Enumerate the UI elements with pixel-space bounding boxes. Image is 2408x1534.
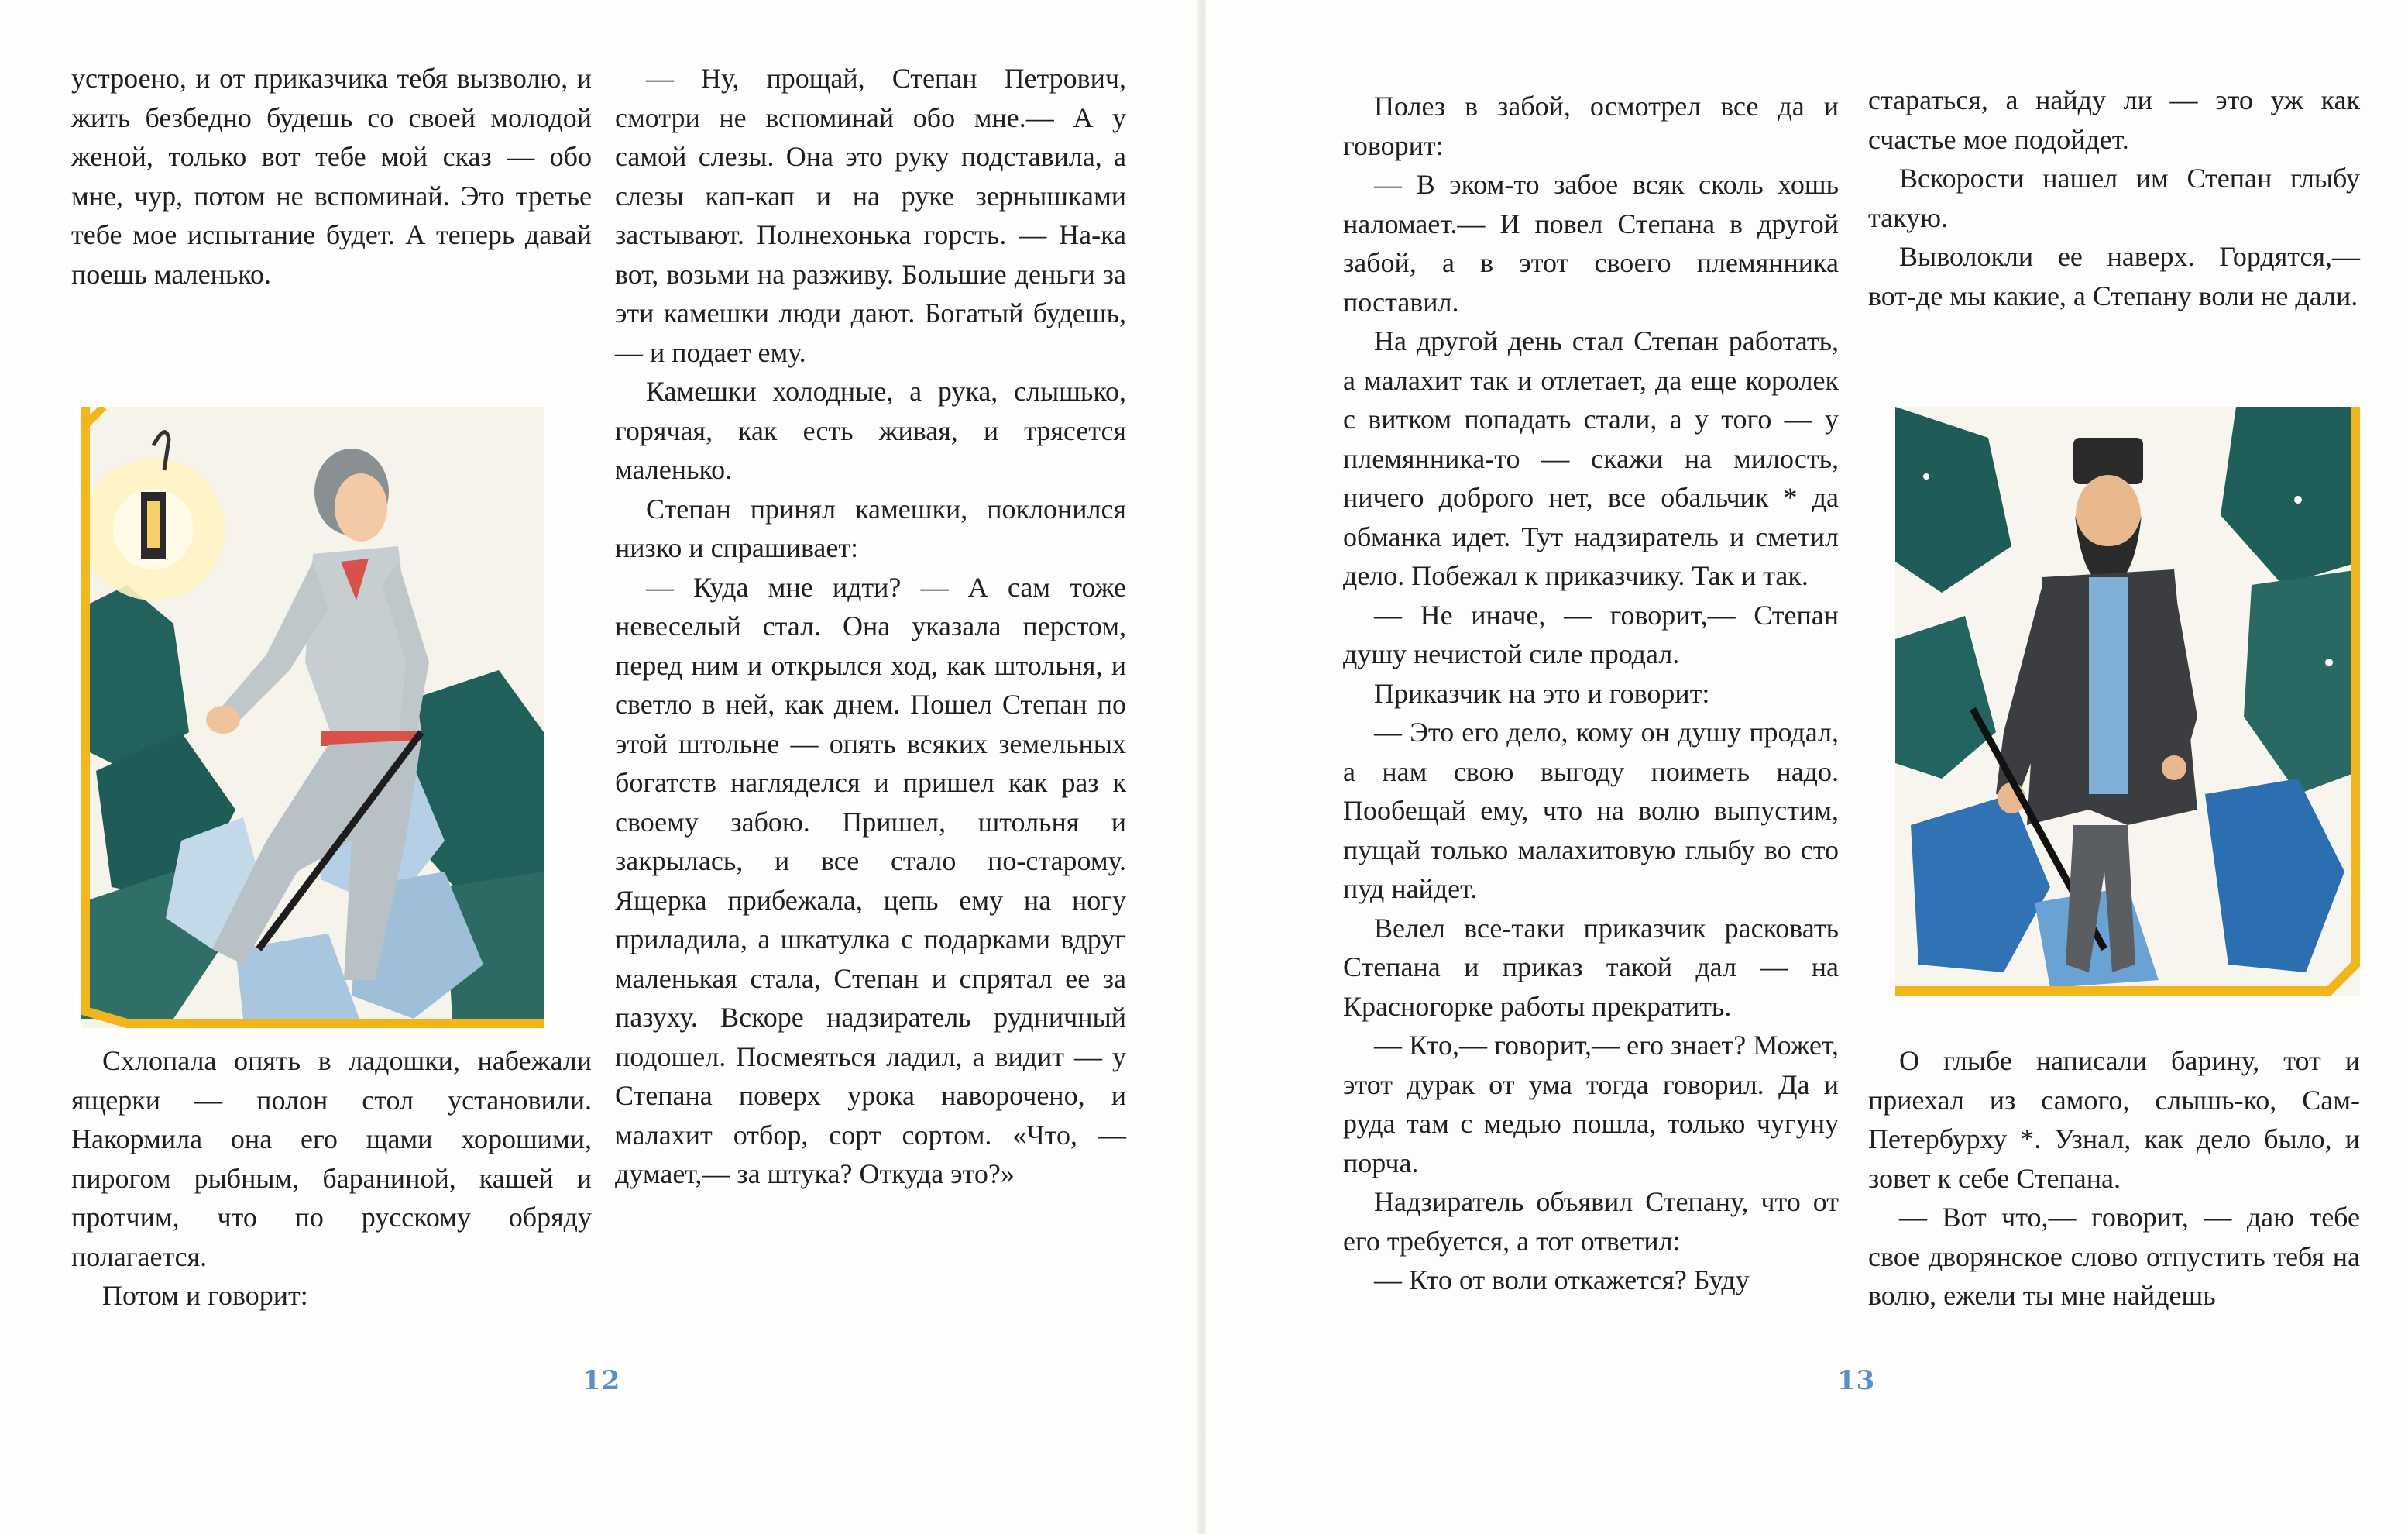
left-column-1-top [71, 59, 592, 294]
paragraph: Полез в забой, осмотрел все да и говорит: [1343, 91, 1839, 161]
paragraph: — Это его дело, кому он душу продал, а нам свою выгоду поиметь надо. Пообещай ему, что на волю выпустим, пущай только малахитовую глыбу во сто пуд найдет. [1343, 717, 1839, 904]
paragraph: устроено, и от приказчика тебя вызволю, и жить безбедно будешь со своей молодой женой, только вот тебе мой сказ — обо мне, чур, потом не вспоминай. Это третье тебе мое испытание будет. А теперь давай поешь маленько. [71, 63, 592, 290]
paragraph: стараться, а найду ли — это уж как счастье мое подойдет. [1868, 84, 2360, 155]
paragraph: Приказчик на это и говорит: [1374, 677, 1710, 709]
page-12 [0, 0, 1202, 1534]
paragraph: — Кто,— говорит,— его знает? Может, этот дурак от ума тогда говорил. Да и руда там с медью пошла, только чугуну порча. [1343, 1030, 1839, 1178]
right-column-2-top [1868, 81, 2360, 315]
paragraph: Камешки холодные, а рука, слышько, горячая, как есть живая, и трясется маленько. [615, 376, 1126, 485]
paragraph: — Ну, прощай, Степан Петрович, смотри не вспоминай обо мне.— А у самой слезы. Она это руку подставила, а слезы кап-кап и на руке зернышками застывают. Полнехонька горсть. — На-ка вот, возьми на разживу. Большие деньги за эти камешки люди дают. Богатый будешь,— и подает ему. [615, 63, 1126, 368]
paragraph: — Не иначе, — говорит,— Степан душу нечистой силе продал. [1343, 599, 1839, 669]
page-13 [1206, 0, 2408, 1534]
paragraph: Степан принял камешки, поклонился низко и спрашивает: [615, 493, 1126, 563]
page-number-right: 13 [1837, 1365, 1876, 1396]
paragraph: Надзиратель объявил Степану, что от его требуется, а тот ответил: [1343, 1186, 1839, 1257]
left-column-2 [615, 59, 1126, 1194]
page-number-left: 12 [582, 1365, 621, 1396]
paragraph: Схлопала опять в ладошки, набежали ящерки — полон стол установили. Накормила она его щами хорошими, пирогом рыбным, бараниной, кашей и протчим, что по русскому обряду полагается. [71, 1045, 592, 1272]
left-column-1-bottom [71, 1041, 592, 1316]
right-column-1 [1343, 87, 1839, 1300]
paragraph: На другой день стал Степан работать, а малахит так и отлетает, да еще королек с витком попадать стали, а у того — у племянника-то — скажи на милость, ничего доброго нет, все обальчик * да обманка идет. Тут надзиратель и сметил дело. Побежал к приказчику. Так и так. [1343, 325, 1839, 591]
bearded-clerk-illustration [1895, 407, 2360, 996]
paragraph: Велел все-таки приказчик расковать Степана и приказ такой дал — на Красногорке работы прекратить. [1343, 912, 1839, 1022]
right-column-2-bottom [1868, 1041, 2360, 1316]
paragraph: Вскорости нашел им Степан глыбу такую. [1868, 163, 2360, 233]
paragraph: — В эком-то забое всяк сколь хошь наломает.— И повел Степана в другой забой, а в этот своего племянника поставил. [1343, 169, 1839, 318]
paragraph: О глыбе написали барину, тот и приехал из самого, слышь-ко, Сам-Петербурху *. Узнал, как дело было, и зовет к себе Степана. [1868, 1045, 2360, 1194]
paragraph: — Куда мне идти? — А сам тоже невеселый стал. Она указала перстом, перед ним и открылся ход, как штольня, и светло в ней, как днем. Пошел Степан по этой штольне — опять всяких земельных богатств нагляделся и пришел как раз к своему забою. Пришел, штольня и закрылась, и все стало по-старому. Ящерка прибежала, цепь ему на ногу приладила, а шкатулка с подарками вдруг маленькая стала, Степан и спрятал ее за пазуху. Вскоре надзиратель рудничный подошел. Посмеяться ладил, а видит — у Степана поверх урока наворочено, и малахит отбор, сорт сортом. «Что, — думает,— за штука? Откуда это?» [615, 571, 1126, 1189]
paragraph: — Вот что,— говорит, — даю тебе свое дворянское слово отпустить тебя на волю, ежели ты мне найдешь [1868, 1202, 2360, 1311]
paragraph: Потом и говорит: [102, 1280, 308, 1311]
stepan-with-lantern-illustration [81, 407, 544, 1028]
paragraph: — Кто от воли откажется? Буду [1374, 1264, 1750, 1295]
paragraph: Выволокли ее наверх. Гордятся,— вот-де мы какие, а Степану воли не дали. [1868, 241, 2360, 311]
